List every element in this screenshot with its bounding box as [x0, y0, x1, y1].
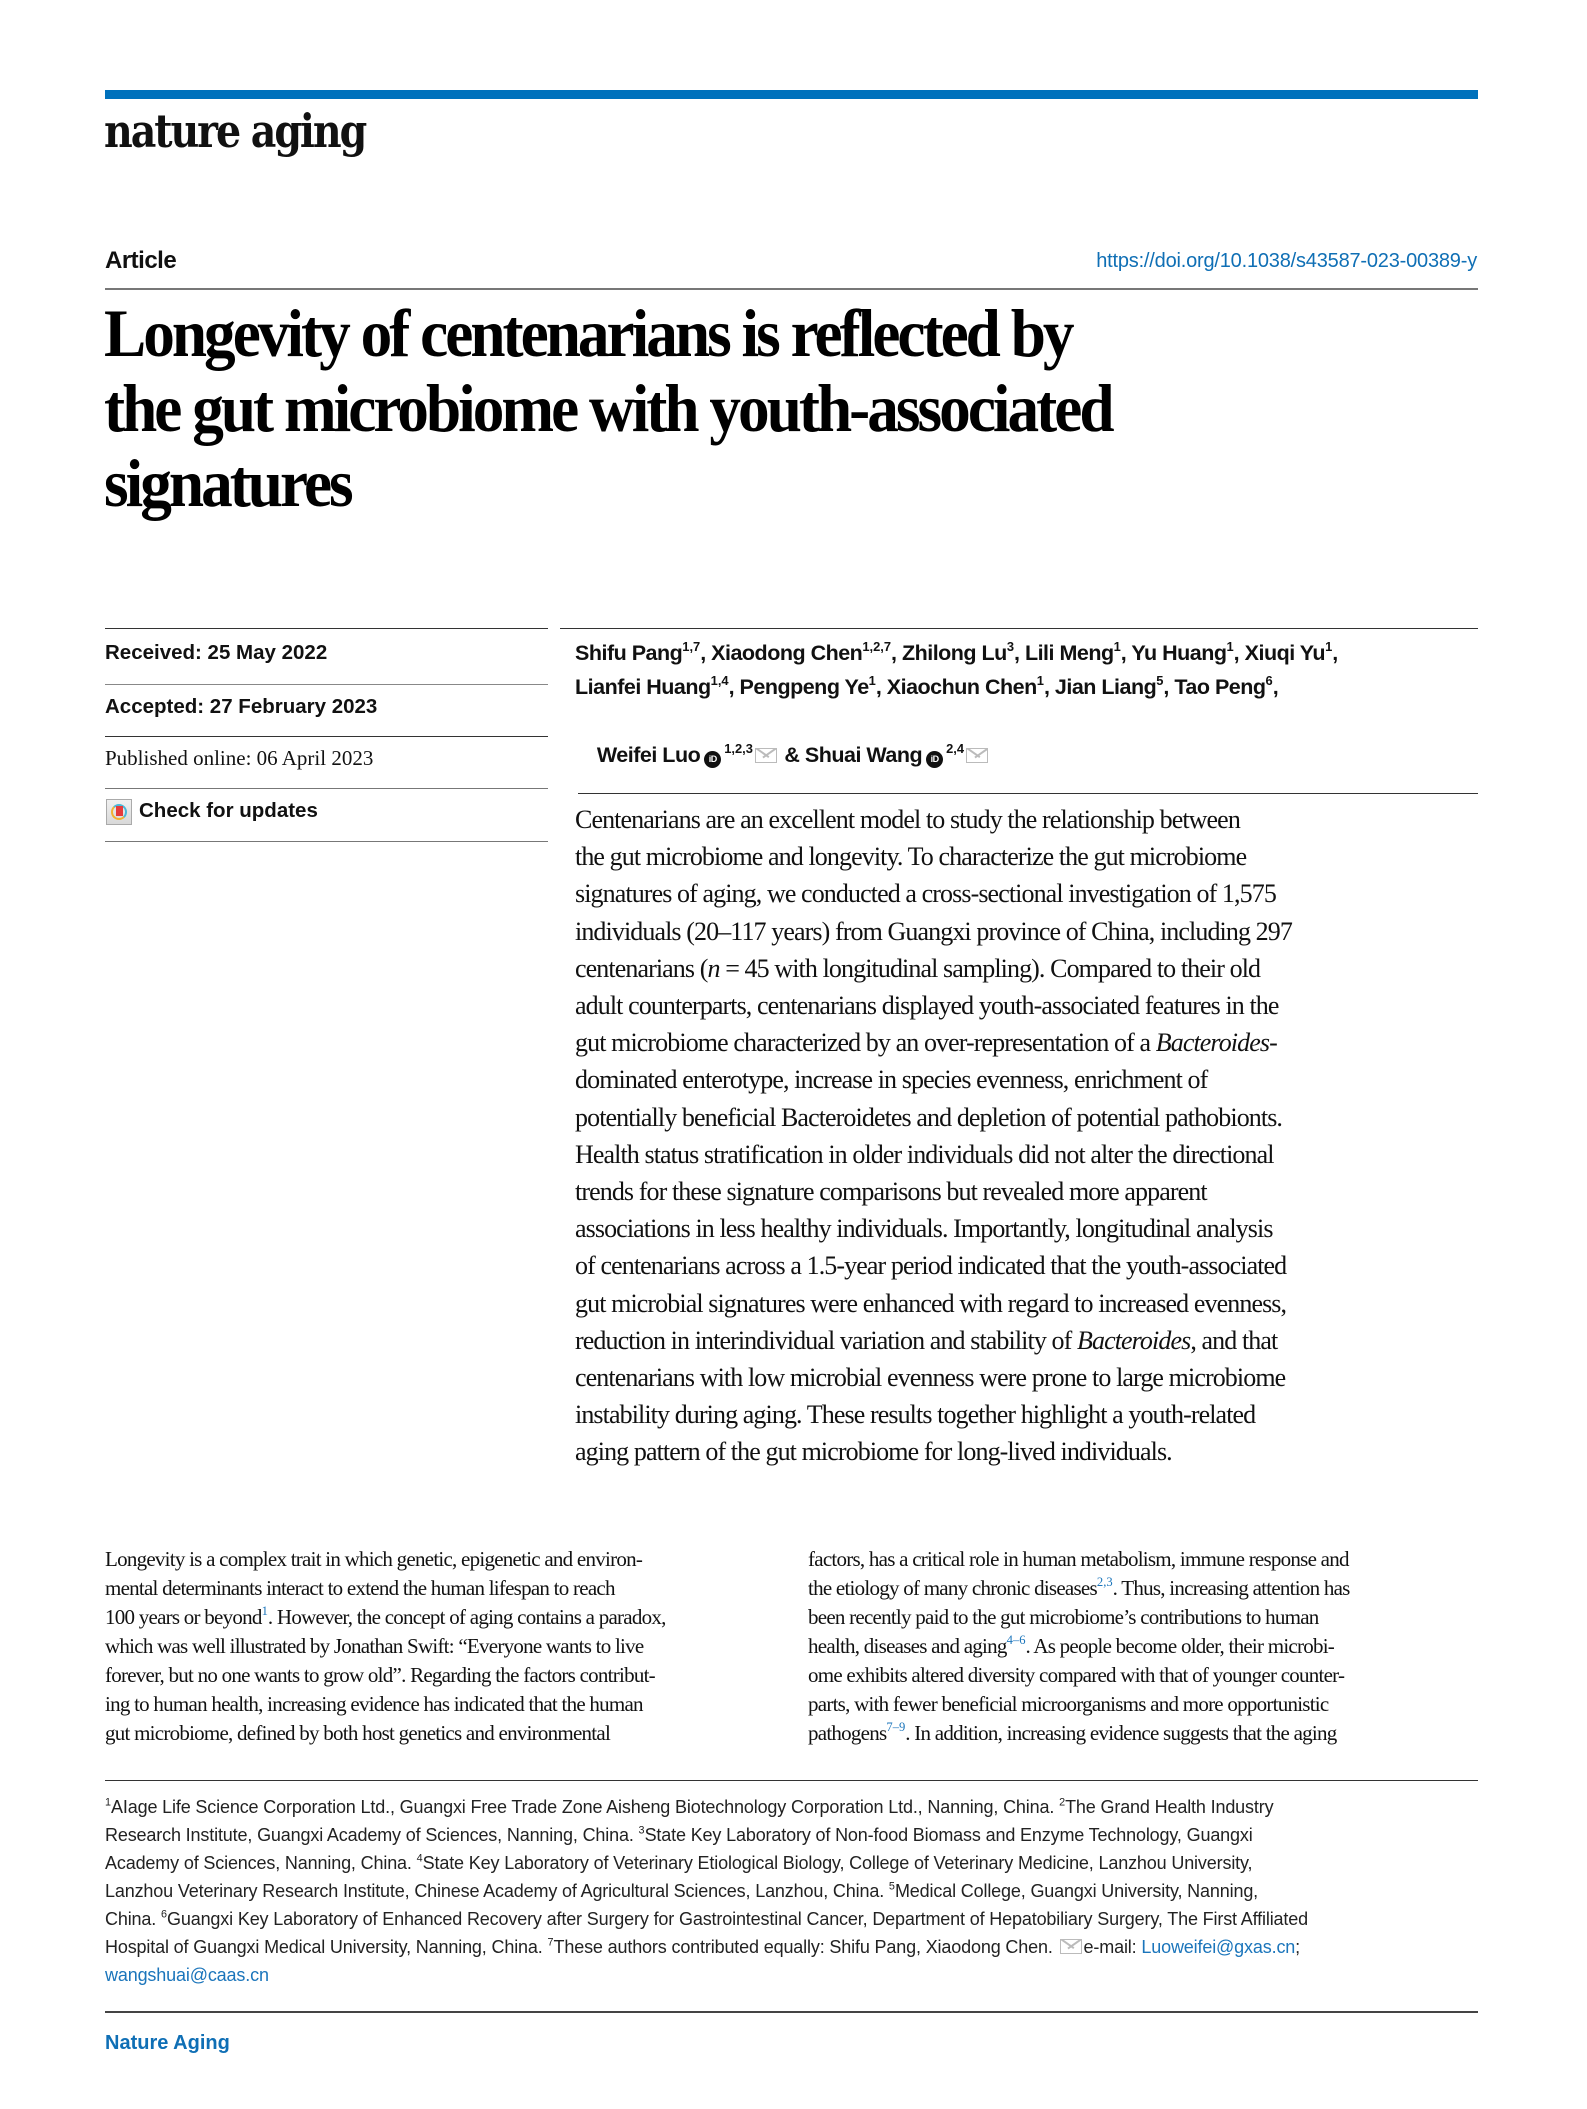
author-separator: , [1272, 675, 1279, 699]
meta-divider [105, 788, 548, 789]
abstract-line: aging pattern of the gut microbiome for long-lived individuals. [575, 1437, 1172, 1467]
body-column-left [105, 1545, 795, 1748]
author-separator: , [1043, 675, 1055, 699]
author-affiliation: 2,4 [946, 740, 965, 756]
body-line: Longevity is a complex trait in which genetic, epigenetic and environ- [105, 1547, 643, 1571]
author-affiliation: 3 [1006, 638, 1014, 654]
body-line: factors, has a critical role in human metabolism, immune response and [808, 1547, 1349, 1571]
author-affiliation: 1 [1036, 672, 1044, 688]
footnote-marker: 4 [416, 1852, 423, 1865]
email-icon[interactable] [755, 748, 777, 763]
body-line: forever, but no one wants to grow old”. Regarding the factors contribut- [105, 1663, 655, 1687]
orcid-icon[interactable]: iD [704, 751, 721, 768]
authors-divider [560, 628, 1478, 629]
author-separator: , [891, 641, 902, 665]
abstract-line: trends for these signature comparisons but revealed more apparent [575, 1177, 1207, 1207]
doi-link[interactable]: https://doi.org/10.1038/s43587-023-00389-y [1096, 250, 1477, 272]
author-name[interactable]: Tao Peng [1174, 675, 1266, 699]
abstract-italic: Bacteroides [1155, 1028, 1270, 1058]
author-separator: , [1233, 641, 1245, 665]
abstract-line: associations in less healthy individuals. Importantly, longitudinal analysis [575, 1214, 1273, 1244]
footer-divider [105, 2011, 1478, 2013]
footnote-text: These authors contributed equally: Shifu Pang, Xiaodong Chen. [553, 1937, 1058, 1957]
author-separator: , [1163, 675, 1175, 699]
abstract-text: = 45 with longitudinal sampling). Compared to their old [719, 953, 1261, 983]
author-affiliation: 1,4 [710, 672, 729, 688]
body-line [808, 1574, 1498, 1603]
abstract-line: adult counterparts, centenarians displayed youth-associated features in the [575, 991, 1279, 1021]
author-name[interactable]: Jian Liang [1054, 675, 1157, 699]
footnote-marker: 1 [105, 1796, 112, 1809]
reference-link[interactable]: 2,3 [1096, 1575, 1113, 1590]
email-icon [1060, 1939, 1082, 1954]
accepted-date: Accepted: 27 February 2023 [105, 695, 378, 718]
author-separator: , [700, 641, 712, 665]
abstract-text: reduction in interindividual variation and stability of [575, 1325, 1077, 1355]
body-text: 100 years or beyond [105, 1605, 262, 1629]
meta-divider [105, 841, 548, 842]
abstract-text: gut microbiome characterized by an over-representation of a [575, 1028, 1156, 1058]
abstract-line: gut microbial signatures were enhanced with regard to increased evenness, [575, 1288, 1287, 1318]
abstract-italic: n [707, 953, 720, 983]
body-line: ome exhibits altered diversity compared with that of younger counter- [808, 1663, 1345, 1687]
abstract-line: of centenarians across a 1.5-year period indicated that the youth-associated [575, 1251, 1287, 1281]
affiliations-footnote [105, 1793, 1485, 1989]
abstract-line: centenarians with low microbial evenness were prone to large microbiome [575, 1363, 1286, 1393]
abstract-line: Centenarians are an excellent model to study the relationship between [575, 805, 1240, 834]
body-line: parts, with fewer beneficial microorganisms and more opportunistic [808, 1692, 1329, 1716]
author-name[interactable]: Xiuqi Yu [1244, 641, 1326, 665]
author-line [575, 670, 1485, 704]
author-name[interactable]: Yu Huang [1131, 641, 1227, 665]
title-line: the gut microbiome with youth-associated [104, 370, 1112, 446]
abstract-line: Health status stratification in older individuals did not alter the directional [575, 1139, 1274, 1169]
footnotes-divider [105, 1780, 1478, 1781]
email-link[interactable]: wangshuai@caas.cn [105, 1965, 269, 1985]
body-column-right [808, 1545, 1498, 1748]
author-affiliation: 1,7 [682, 638, 701, 654]
footnote-text: ; [1295, 1937, 1301, 1957]
author-affiliation: 6 [1265, 672, 1273, 688]
article-type-label: Article [105, 247, 177, 274]
author-affiliation: 1 [1113, 638, 1121, 654]
author-separator: , [728, 675, 740, 699]
check-for-updates-link[interactable]: Check for updates [139, 799, 318, 822]
footnote-line [105, 1905, 1485, 1933]
footnote-line [105, 1961, 1485, 1989]
footnote-line [105, 1933, 1485, 1961]
author-affiliation: 1,2,3 [724, 740, 753, 756]
author-name[interactable]: Weifei Luo [596, 743, 701, 767]
footnote-line [105, 1849, 1485, 1877]
footer-journal-name: Nature Aging [105, 2032, 230, 2054]
author-name[interactable]: Lili Meng [1024, 641, 1114, 665]
article-title [104, 296, 1484, 521]
body-text: . However, the concept of aging contains a paradox, [267, 1605, 666, 1629]
body-text: pathogens [808, 1721, 887, 1745]
abstract-line [575, 950, 1490, 987]
footnote-marker: 2 [1059, 1796, 1066, 1809]
abstract-line: potentially beneficial Bacteroidetes and depletion of potential pathobionts. [575, 1102, 1283, 1132]
footnote-text: China. [105, 1909, 161, 1929]
abstract-line [575, 1024, 1490, 1061]
author-name[interactable]: Lianfei Huang [575, 675, 711, 699]
footnote-text: The Grand Health Industry [1065, 1797, 1274, 1817]
body-text: health, diseases and aging [808, 1634, 1007, 1658]
abstract [575, 801, 1490, 1471]
meta-divider [105, 736, 548, 737]
abstract-divider [578, 793, 1478, 794]
author-affiliation: 1,2,7 [862, 638, 891, 654]
title-line: Longevity of centenarians is reflected by [104, 295, 1072, 371]
abstract-line: the gut microbiome and longevity. To characterize the gut microbiome [575, 842, 1247, 872]
footnote-text: State Key Laboratory of Non-food Biomass and Enzyme Technology, Guangxi [644, 1825, 1253, 1845]
footnote-line [105, 1793, 1485, 1821]
email-link[interactable]: Luoweifei@gxas.cn [1141, 1937, 1296, 1957]
abstract-line: individuals (20–117 years) from Guangxi province of China, including 297 [575, 916, 1292, 946]
author-affiliation: 5 [1156, 672, 1164, 688]
footnote-marker: 7 [547, 1936, 554, 1949]
body-line: ing to human health, increasing evidence has indicated that the human [105, 1692, 643, 1716]
footnote-text: Hospital of Guangxi Medical University, Nanning, China. [105, 1937, 548, 1957]
body-text: . As people become older, their microbi- [1025, 1634, 1335, 1658]
author-line [575, 704, 1485, 806]
author-separator: , [1013, 641, 1025, 665]
author-separator: , [1120, 641, 1132, 665]
author-affiliation: 1 [1226, 638, 1234, 654]
body-text: . Thus, increasing attention has [1112, 1576, 1350, 1600]
body-line [105, 1603, 795, 1632]
body-line: gut microbiome, defined by both host genetics and environmental [105, 1721, 611, 1745]
meta-divider [105, 684, 548, 685]
journal-brand-bar [105, 90, 1478, 99]
meta-divider [105, 628, 548, 629]
reference-link[interactable]: 7–9 [886, 1720, 906, 1735]
footnote-text: State Key Laboratory of Veterinary Etiological Biology, College of Veterinary Medicine, Lanzhou University, [422, 1853, 1253, 1873]
author-name[interactable]: Xiaochun Chen [886, 675, 1037, 699]
footnote-text: Guangxi Key Laboratory of Enhanced Recovery after Surgery for Gastrointestinal Cancer, Department of Hepatobiliary Surgery, The First Affiliated [167, 1909, 1308, 1929]
abstract-text: centenarians ( [575, 953, 708, 983]
author-name[interactable]: Shuai Wang [804, 743, 923, 767]
abstract-italic: Bacteroides [1076, 1325, 1191, 1355]
footnote-text: Research Institute, Guangxi Academy of Sciences, Nanning, China. [105, 1825, 639, 1845]
author-name[interactable]: Xiaodong Chen [711, 641, 863, 665]
journal-logo: nature aging [104, 104, 366, 158]
abstract-text: , and that [1190, 1325, 1278, 1355]
orcid-icon[interactable]: iD [926, 751, 943, 768]
footnote-line [105, 1821, 1485, 1849]
author-separator: , [1332, 641, 1338, 665]
body-line: mental determinants interact to extend the human lifespan to reach [105, 1576, 615, 1600]
abstract-line [575, 1322, 1490, 1359]
author-separator: , [875, 675, 887, 699]
body-line [808, 1719, 1498, 1748]
author-affiliation: 1 [1325, 638, 1333, 654]
header-divider [105, 288, 1478, 290]
abstract-text: - [1269, 1028, 1277, 1058]
footnote-line [105, 1877, 1485, 1905]
footnote-marker: 5 [888, 1880, 895, 1893]
footnote-text: Medical College, Guangxi University, Nanning, [894, 1881, 1259, 1901]
footnote-marker: 3 [638, 1824, 645, 1837]
email-label: e-mail: [1083, 1937, 1142, 1957]
author-line [575, 636, 1485, 670]
published-date: Published online: 06 April 2023 [105, 746, 374, 770]
author-list [575, 636, 1485, 806]
footnote-text: Academy of Sciences, Nanning, China. [105, 1853, 417, 1873]
author-name[interactable]: Zhilong Lu [901, 641, 1007, 665]
footnote-text: Lanzhou Veterinary Research Institute, Chinese Academy of Agricultural Sciences, Lanzhou, China. [105, 1881, 889, 1901]
check-for-updates-icon[interactable] [106, 799, 132, 825]
reference-link[interactable]: 4–6 [1006, 1633, 1026, 1648]
title-line: signatures [104, 445, 351, 521]
abstract-line: dominated enterotype, increase in species evenness, enrichment of [575, 1065, 1208, 1095]
email-icon[interactable] [966, 748, 988, 763]
body-text: . In addition, increasing evidence suggests that the aging [905, 1721, 1337, 1745]
author-name[interactable]: Shifu Pang [575, 641, 683, 665]
body-text: the etiology of many chronic diseases [808, 1576, 1097, 1600]
body-line [808, 1632, 1498, 1661]
author-name[interactable]: Pengpeng Ye [739, 675, 869, 699]
received-date: Received: 25 May 2022 [105, 641, 328, 664]
footnote-marker: 6 [160, 1908, 167, 1921]
author-affiliation: 1 [868, 672, 876, 688]
body-line: been recently paid to the gut microbiome’s contributions to human [808, 1605, 1319, 1629]
body-line: which was well illustrated by Jonathan Swift: “Everyone wants to live [105, 1634, 644, 1658]
abstract-line: instability during aging. These results together highlight a youth-related [575, 1400, 1256, 1430]
footnote-text: AIage Life Science Corporation Ltd., Guangxi Free Trade Zone Aisheng Biotechnology Corporation Ltd., Nanning, China. [111, 1797, 1060, 1817]
author-conjunction: & [778, 743, 805, 767]
reference-link[interactable]: 1 [261, 1604, 268, 1619]
abstract-line: signatures of aging, we conducted a cross-sectional investigation of 1,575 [575, 879, 1276, 909]
